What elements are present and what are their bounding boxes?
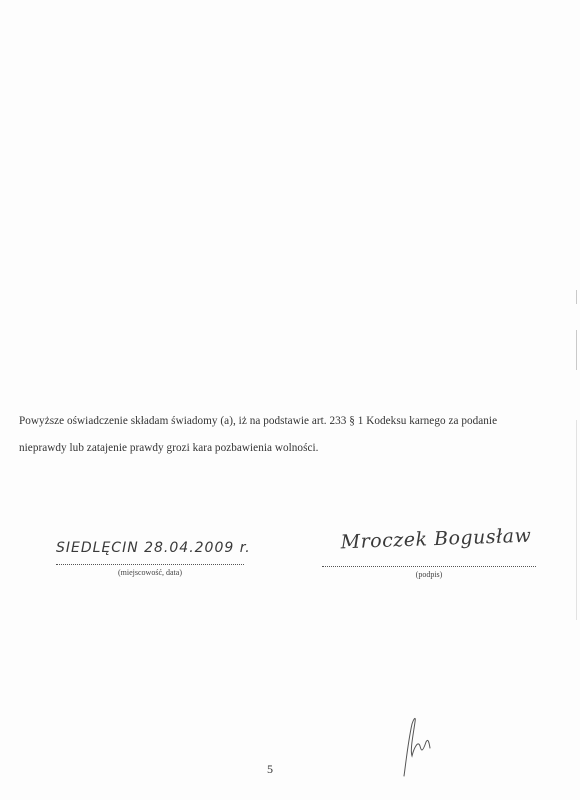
declaration-statement — [19, 408, 539, 462]
place-date-dotted-line — [56, 564, 244, 565]
signature-handwriting: Mroczek Bogusław — [340, 524, 532, 554]
initials-scribble — [398, 712, 438, 782]
statement-line-2: nieprawdy lub zatajenie prawdy grozi kara pozbawienia wolności. — [19, 442, 319, 454]
scan-artifact — [576, 330, 577, 370]
signature-dotted-line — [322, 566, 536, 567]
scan-artifact — [576, 290, 577, 304]
page-number: 5 — [267, 762, 273, 776]
signature-caption: (podpis) — [415, 570, 443, 579]
place-date-handwriting: SIEDLĘCIN 28.04.2009 r. — [56, 540, 251, 556]
place-date-caption: (miejscowość, data) — [118, 568, 182, 577]
scan-artifact — [576, 420, 577, 620]
statement-line-1: Powyższe oświadczenie składam świadomy (a), iż na podstawie art. 233 § 1 Kodeksu karnego za podanie — [19, 415, 498, 427]
